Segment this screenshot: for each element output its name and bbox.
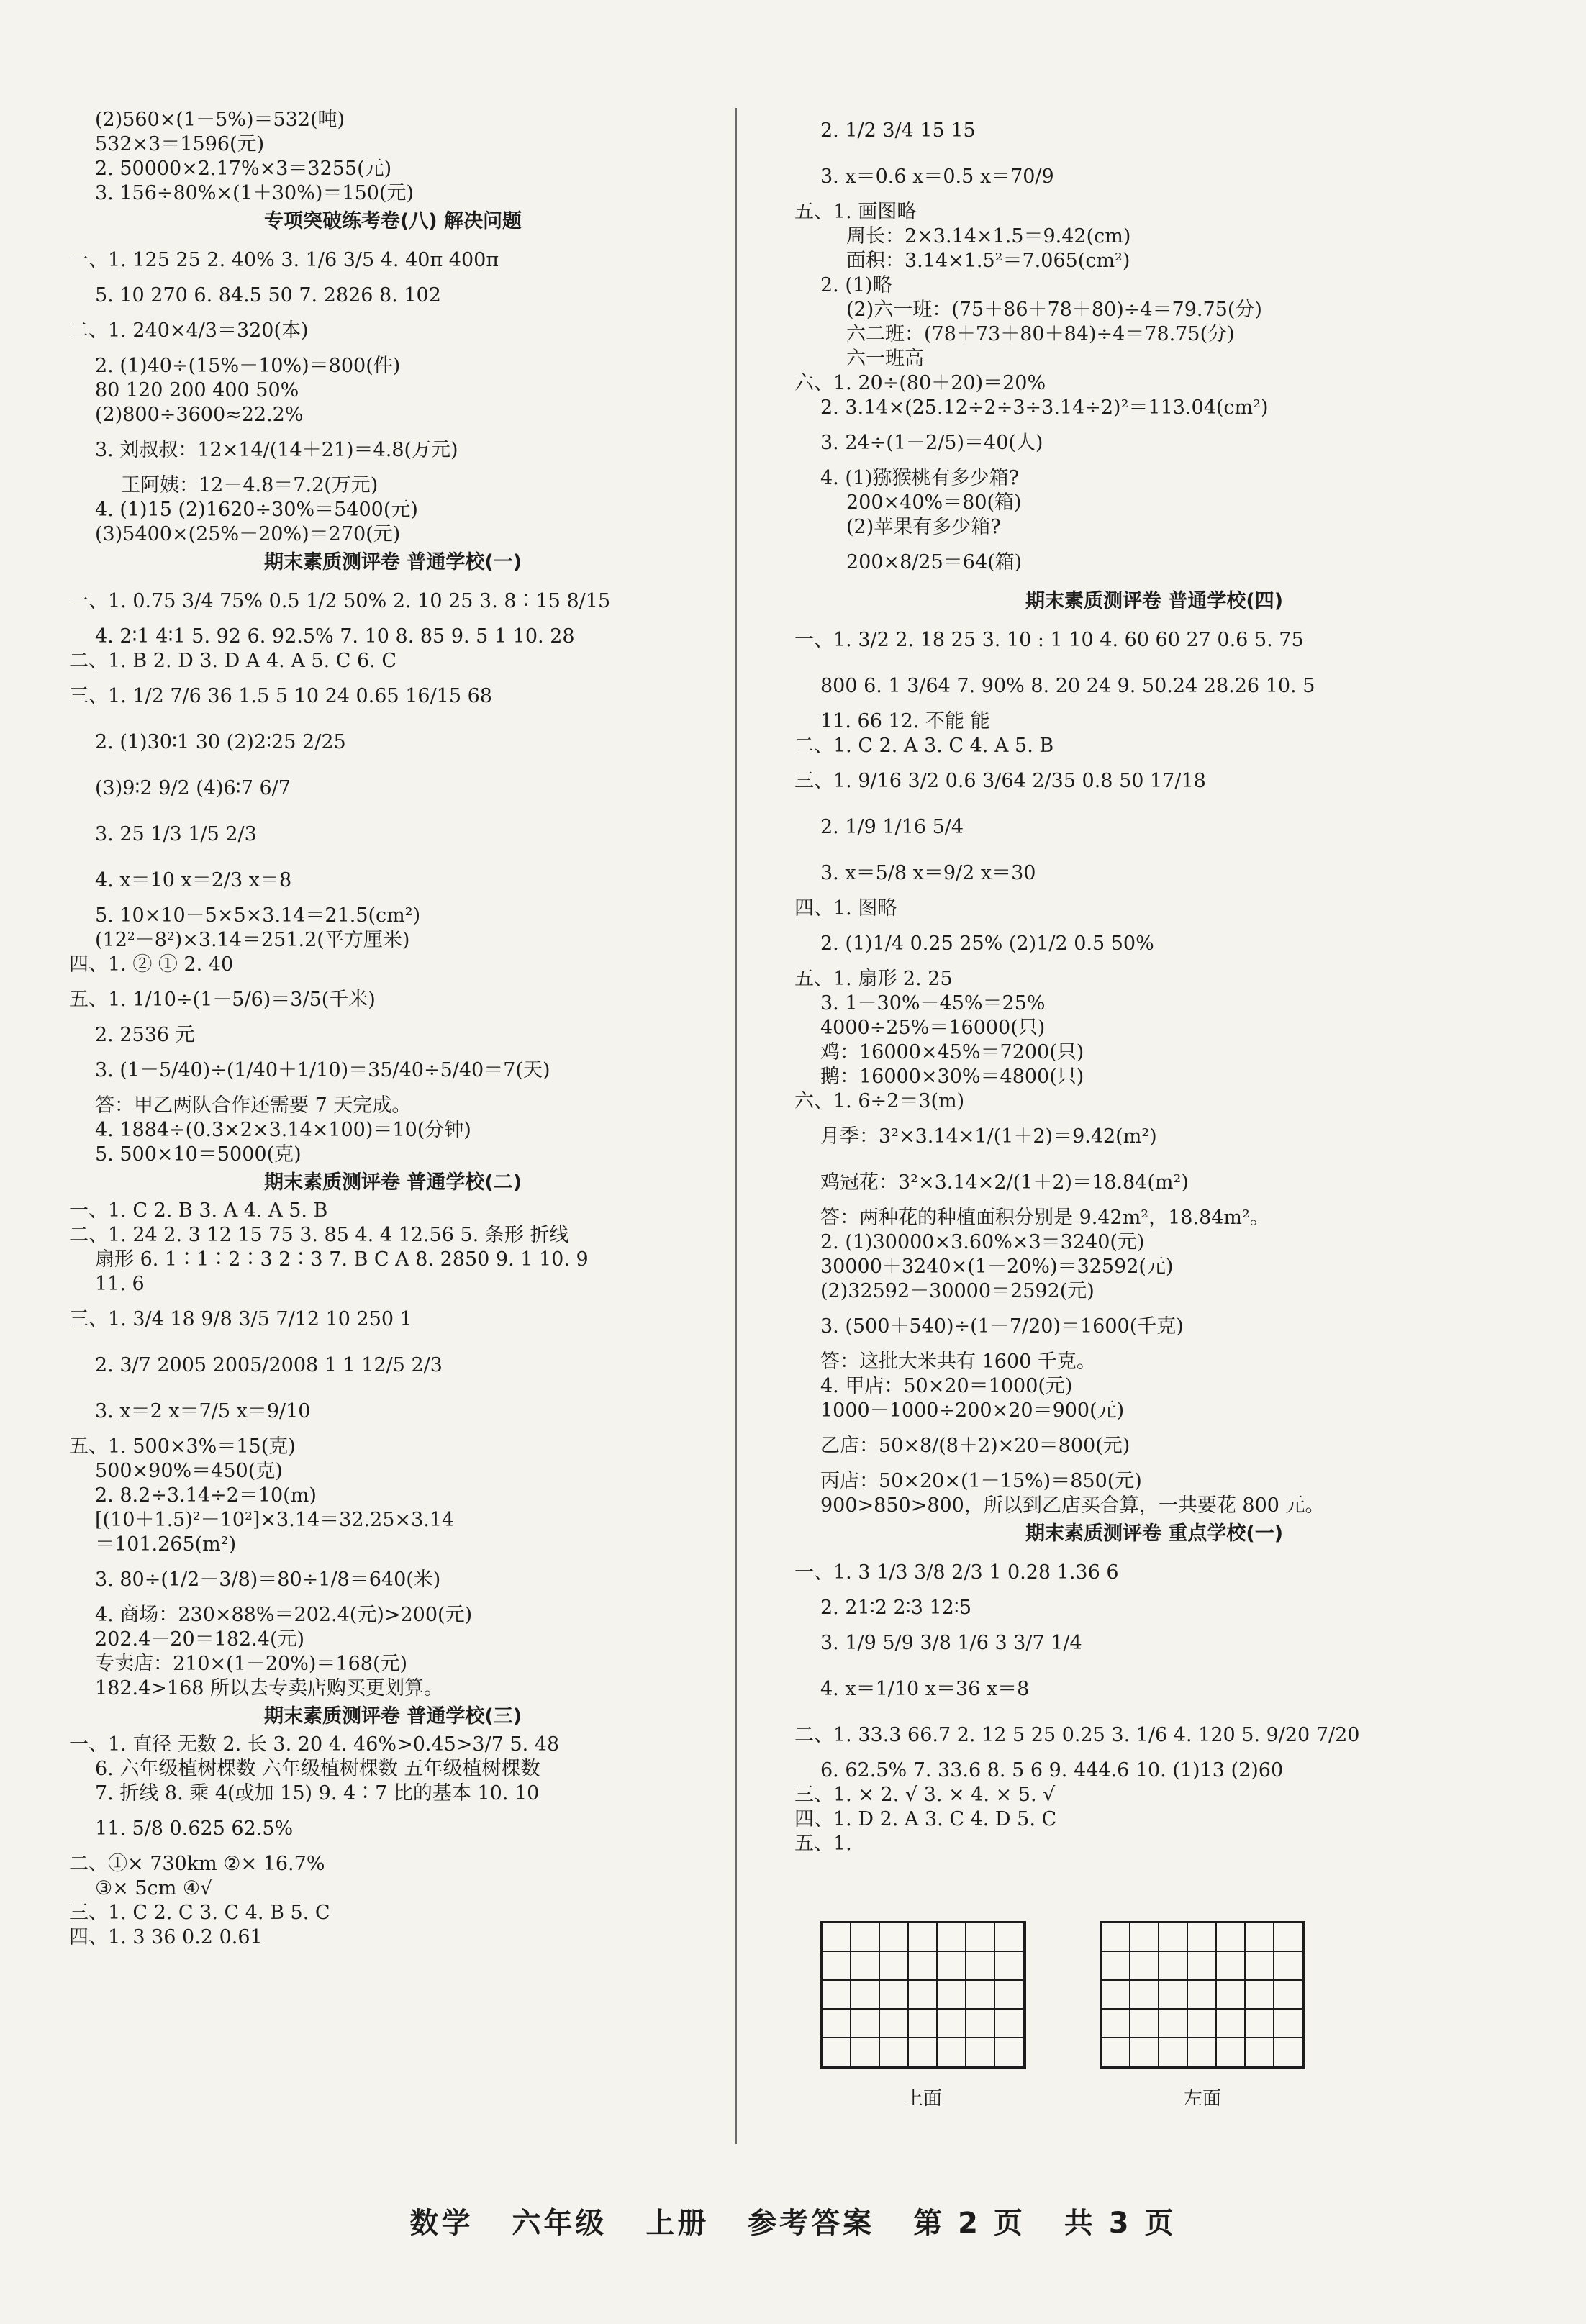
answer-line: 答：这批大米共有 1600 千克。 bbox=[820, 1351, 1096, 1373]
answer-line: 五、1. 扇形 2. 25 bbox=[794, 968, 953, 990]
grid-cell bbox=[1188, 1923, 1217, 1952]
answer-line: 4. x＝1/10 x＝36 x＝8 bbox=[820, 1678, 1030, 1700]
answer-line: 182.4>168 所以去专卖店购买更划算。 bbox=[95, 1677, 444, 1699]
left-view-grid bbox=[1100, 1921, 1305, 2069]
answer-line: 3. 24÷(1－2/5)＝40(人) bbox=[820, 432, 1043, 454]
answer-line: 6. 六年级植树棵数 六年级植树棵数 五年级植树棵数 bbox=[95, 1758, 540, 1780]
grid-cell bbox=[1274, 2010, 1303, 2038]
answer-line: 四、1. D 2. A 3. C 4. D 5. C bbox=[794, 1808, 1057, 1830]
answer-line: 鹅：16000×30%＝4800(只) bbox=[820, 1066, 1084, 1088]
answer-line: 答：两种花的种植面积分别是 9.42m²，18.84m²。 bbox=[820, 1207, 1269, 1229]
grid-cell bbox=[1130, 2038, 1159, 2067]
grid-cell bbox=[1246, 1981, 1274, 2010]
answer-line: (2)800÷3600≈22.2% bbox=[95, 404, 304, 426]
answer-line: (2)560×(1－5%)＝532(吨) bbox=[95, 109, 345, 131]
grid-cell bbox=[851, 1981, 880, 2010]
answer-line: 四、1. 图略 bbox=[794, 897, 897, 920]
answer-line: 4. x＝10 x＝2/3 x＝8 bbox=[95, 869, 292, 891]
answer-line: 一、1. C 2. B 3. A 4. A 5. B bbox=[69, 1199, 328, 1222]
answer-line: 4. (1)15 (2)1620÷30%＝5400(元) bbox=[95, 499, 418, 521]
answer-line: 3. (500＋540)÷(1－7/20)＝1600(千克) bbox=[820, 1315, 1184, 1338]
grid-cell bbox=[909, 1981, 938, 2010]
answer-line: [(10＋1.5)²－10²]×3.14＝32.25×3.14 bbox=[95, 1509, 455, 1531]
grid-cell bbox=[966, 2038, 995, 2067]
left-view-caption: 左面 bbox=[1183, 2088, 1221, 2110]
answer-line: 2. 3.14×(25.12÷2÷3÷3.14÷2)²＝113.04(cm²) bbox=[820, 396, 1269, 419]
grid-cell bbox=[1102, 2010, 1130, 2038]
answer-line: (2)32592－30000＝2592(元) bbox=[820, 1280, 1095, 1302]
grid-cell bbox=[1102, 2038, 1130, 2067]
answer-line: 三、1. 3/4 18 9/8 3/5 7/12 10 250 1 bbox=[69, 1308, 412, 1330]
answer-line: 80 120 200 400 50% bbox=[95, 379, 299, 401]
answer-line: 鸡冠花：3²×3.14×2/(1＋2)＝18.84(m²) bbox=[820, 1171, 1189, 1194]
answer-line: 五、1. 500×3%＝15(克) bbox=[69, 1435, 296, 1458]
answer-line: 三、1. × 2. √ 3. × 4. × 5. √ bbox=[794, 1784, 1056, 1806]
section-heading: 专项突破练考卷(八) 解决问题 bbox=[263, 210, 522, 232]
answer-line: 二、1. 240×4/3＝320(本) bbox=[69, 319, 309, 342]
answer-line: 二、①× 730km ②× 16.7% bbox=[69, 1853, 325, 1875]
grid-cell bbox=[823, 2038, 851, 2067]
grid-cell bbox=[1159, 1952, 1188, 1981]
grid-cell bbox=[1246, 1952, 1274, 1981]
answer-line: 2. (1)40÷(15%－10%)＝800(件) bbox=[95, 355, 401, 377]
grid-cell bbox=[1130, 1923, 1159, 1952]
answer-line: ③× 5cm ④√ bbox=[95, 1877, 213, 1899]
grid-cell bbox=[880, 1952, 909, 1981]
answer-line: 4. 甲店：50×20＝1000(元) bbox=[820, 1375, 1073, 1397]
grid-cell bbox=[1217, 1981, 1246, 2010]
footer-page: 第 2 页 bbox=[913, 2207, 1025, 2240]
answer-line: 一、1. 3/2 2. 18 25 3. 10 : 1 10 4. 60 60 27 0.6 5. 75 bbox=[794, 629, 1304, 651]
grid-cell bbox=[851, 2010, 880, 2038]
right-column bbox=[794, 108, 1514, 1856]
grid-cell bbox=[1130, 2010, 1159, 2038]
answer-line: 六、1. 20÷(80＋20)＝20% bbox=[794, 372, 1046, 394]
grid-cell bbox=[1130, 1981, 1159, 2010]
answer-line: 4. 商场：230×88%＝202.4(元)>200(元) bbox=[95, 1604, 473, 1626]
answer-line: (3)9∶2 9/2 (4)6∶7 6/7 bbox=[95, 777, 291, 799]
grid-cell bbox=[1246, 1923, 1274, 1952]
answer-line: 11. 66 12. 不能 能 bbox=[820, 710, 990, 732]
answer-line: 3. 1/9 5/9 3/8 1/6 3 3/7 1/4 bbox=[820, 1632, 1082, 1654]
section-heading: 期末素质测评卷 重点学校(一) bbox=[1025, 1522, 1284, 1545]
grid-cell bbox=[995, 2010, 1024, 2038]
answer-line: 六一班高 bbox=[846, 348, 924, 370]
grid-cell bbox=[1159, 1923, 1188, 1952]
answer-line: 二、1. C 2. A 3. C 4. A 5. B bbox=[794, 735, 1054, 757]
left-column bbox=[69, 108, 717, 1950]
answer-line: 四、1. ② ① 2. 40 bbox=[69, 953, 234, 976]
grid-cell bbox=[995, 1981, 1024, 2010]
grid-cell bbox=[1188, 1952, 1217, 1981]
grid-cell bbox=[1274, 1952, 1303, 1981]
answer-line: 4. (1)猕猴桃有多少箱? bbox=[820, 467, 1020, 489]
grid-cell bbox=[909, 2038, 938, 2067]
grid-cell bbox=[1159, 2038, 1188, 2067]
footer-volume: 上册 bbox=[645, 2207, 710, 2240]
footer-subject: 数学 bbox=[409, 2207, 473, 2240]
grid-cell bbox=[966, 1981, 995, 2010]
grid-cell bbox=[823, 1981, 851, 2010]
footer-grade: 六年级 bbox=[512, 2207, 607, 2240]
grid-cell bbox=[1102, 1981, 1130, 2010]
answer-line: 五、1. 1/10÷(1－5/6)＝3/5(千米) bbox=[69, 989, 376, 1011]
section-heading: 期末素质测评卷 普通学校(四) bbox=[1025, 590, 1284, 612]
section-heading: 期末素质测评卷 普通学校(三) bbox=[263, 1705, 522, 1728]
grid-cell bbox=[1217, 2010, 1246, 2038]
grid-cell bbox=[1274, 2038, 1303, 2067]
answer-line: 三、1. 9/16 3/2 0.6 3/64 2/35 0.8 50 17/18 bbox=[794, 770, 1206, 792]
grid-cell bbox=[1102, 1952, 1130, 1981]
answer-line: 答：甲乙两队合作还需要 7 天完成。 bbox=[95, 1094, 412, 1117]
answer-line: ＝101.265(m²) bbox=[95, 1533, 237, 1556]
answer-line: 四、1. 3 36 0.2 0.61 bbox=[69, 1926, 263, 1948]
answer-line: (2)六一班：(75＋86＋78＋80)÷4＝79.75(分) bbox=[846, 299, 1262, 321]
answer-line: 3. 25 1/3 1/5 2/3 bbox=[95, 823, 257, 845]
grid-cell bbox=[823, 2010, 851, 2038]
grid-cell bbox=[880, 1923, 909, 1952]
answer-line: 2. 50000×2.17%×3＝3255(元) bbox=[95, 158, 392, 180]
answer-line: 三、1. C 2. C 3. C 4. B 5. C bbox=[69, 1902, 330, 1924]
grid-cell bbox=[938, 2010, 966, 2038]
answer-line: 11. 5/8 0.625 62.5% bbox=[95, 1817, 294, 1840]
answer-line: 2. 8.2÷3.14÷2＝10(m) bbox=[95, 1484, 317, 1507]
answer-line: 4. 2∶1 4∶1 5. 92 6. 92.5% 7. 10 8. 85 9. 5 1 10. 28 bbox=[95, 625, 575, 648]
answer-line: 3. (1－5/40)÷(1/40＋1/10)＝35/40÷5/40＝7(天) bbox=[95, 1059, 550, 1081]
answer-line: 五、1. bbox=[794, 1833, 852, 1855]
answer-line: 200×40%＝80(箱) bbox=[846, 491, 1022, 514]
grid-cell bbox=[1188, 1981, 1217, 2010]
answer-line: 一、1. 3 1/3 3/8 2/3 1 0.28 1.36 6 bbox=[794, 1561, 1119, 1584]
grid-cell bbox=[966, 2010, 995, 2038]
answer-line: 4000÷25%＝16000(只) bbox=[820, 1017, 1046, 1039]
grid-cell bbox=[1188, 2038, 1217, 2067]
answer-line: 三、1. 1/2 7/6 36 1.5 5 10 24 0.65 16/15 68 bbox=[69, 685, 492, 707]
page-footer bbox=[0, 2200, 1586, 2241]
grid-cell bbox=[995, 2038, 1024, 2067]
answer-line: 1000－1000÷200×20＝900(元) bbox=[820, 1399, 1125, 1422]
grid-cell bbox=[1274, 1981, 1303, 2010]
top-view-grid bbox=[820, 1921, 1026, 2069]
grid-cell bbox=[1217, 1952, 1246, 1981]
answer-line: 6. 62.5% 7. 33.6 8. 5 6 9. 444.6 10. (1)13 (2)60 bbox=[820, 1759, 1284, 1781]
answer-line: 鸡：16000×45%＝7200(只) bbox=[820, 1041, 1084, 1063]
grid-cell bbox=[1188, 2010, 1217, 2038]
answer-line: 一、1. 125 25 2. 40% 3. 1/6 3/5 4. 40π 400π bbox=[69, 249, 499, 271]
answer-line: 一、1. 直径 无数 2. 长 3. 20 4. 46%>0.45>3/7 5. 48 bbox=[69, 1733, 560, 1756]
answer-line: 202.4－20＝182.4(元) bbox=[95, 1628, 305, 1651]
grid-cell bbox=[966, 1952, 995, 1981]
answer-line: 3. x＝2 x＝7/5 x＝9/10 bbox=[95, 1400, 311, 1422]
grid-cell bbox=[1274, 1923, 1303, 1952]
grid-cell bbox=[1159, 1981, 1188, 2010]
answer-line: 3. x＝5/8 x＝9/2 x＝30 bbox=[820, 862, 1036, 884]
column-divider bbox=[735, 108, 737, 2144]
answer-line: 3. 刘叔叔：12×14/(14＋21)＝4.8(万元) bbox=[95, 439, 458, 461]
answer-line: 二、1. 33.3 66.7 2. 12 5 25 0.25 3. 1/6 4. 120 5. 9/20 7/20 bbox=[794, 1724, 1360, 1746]
answer-line: 3. 1－30%－45%＝25% bbox=[820, 992, 1046, 1015]
answer-line: 2. 1/9 1/16 5/4 bbox=[820, 816, 964, 838]
answer-line: 周长：2×3.14×1.5＝9.42(cm) bbox=[846, 225, 1131, 248]
answer-line: 4. 1884÷(0.3×2×3.14×100)＝10(分钟) bbox=[95, 1119, 471, 1141]
top-view-figure bbox=[820, 1921, 1026, 2110]
answer-line: 六二班：(78＋73＋80＋84)÷4＝78.75(分) bbox=[846, 323, 1235, 345]
grid-cell bbox=[851, 1923, 880, 1952]
answer-line: 一、1. 0.75 3/4 75% 0.5 1/2 50% 2. 10 25 3. 8∶15 8/15 bbox=[69, 590, 611, 612]
answer-line: 2. (1)略 bbox=[820, 274, 892, 296]
answer-line: 乙店：50×8/(8＋2)×20＝800(元) bbox=[820, 1435, 1130, 1457]
answer-line: 7. 折线 8. 乘 4(或加 15) 9. 4∶7 比的基本 10. 10 bbox=[95, 1782, 540, 1805]
answer-line: 5. 10×10－5×5×3.14＝21.5(cm²) bbox=[95, 904, 421, 927]
grid-cell bbox=[880, 2010, 909, 2038]
top-view-caption: 上面 bbox=[904, 2088, 942, 2110]
answer-line: 532×3＝1596(元) bbox=[95, 133, 265, 155]
section-heading: 期末素质测评卷 普通学校(二) bbox=[263, 1171, 522, 1194]
answer-line: 30000＋3240×(1－20%)＝32592(元) bbox=[820, 1256, 1174, 1278]
answer-line: 2. 1/2 3/4 15 15 bbox=[820, 119, 976, 142]
grid-cell bbox=[938, 1923, 966, 1952]
answer-line: 专卖店：210×(1－20%)＝168(元) bbox=[95, 1653, 408, 1675]
grid-cell bbox=[995, 1923, 1024, 1952]
grid-cell bbox=[880, 1981, 909, 2010]
grid-cell bbox=[938, 1981, 966, 2010]
answer-line: 面积：3.14×1.5²＝7.065(cm²) bbox=[846, 250, 1130, 272]
answer-line: 800 6. 1 3/64 7. 90% 8. 20 24 9. 50.24 28.26 10. 5 bbox=[820, 675, 1315, 697]
answer-line: 2. 2536 元 bbox=[95, 1024, 195, 1046]
answer-line: 扇形 6. 1∶1∶2∶3 2∶3 7. B C A 8. 2850 9. 1 10. 9 bbox=[95, 1248, 589, 1271]
answer-line: 3. 80÷(1/2－3/8)＝80÷1/8＝640(米) bbox=[95, 1569, 441, 1591]
grid-cell bbox=[1246, 2038, 1274, 2067]
answer-line: 5. 500×10＝5000(克) bbox=[95, 1143, 302, 1166]
answer-line: 丙店：50×20×(1－15%)＝850(元) bbox=[820, 1470, 1142, 1492]
grid-cell bbox=[823, 1952, 851, 1981]
answer-line: (2)苹果有多少箱? bbox=[846, 516, 1001, 538]
grid-cell bbox=[909, 2010, 938, 2038]
answer-line: (3)5400×(25%－20%)＝270(元) bbox=[95, 523, 401, 545]
answer-line: 200×8/25＝64(箱) bbox=[846, 551, 1023, 573]
grid-cell bbox=[966, 1923, 995, 1952]
grid-cell bbox=[1217, 1923, 1246, 1952]
footer-kind: 参考答案 bbox=[748, 2207, 875, 2240]
section-heading: 期末素质测评卷 普通学校(一) bbox=[263, 551, 522, 573]
answer-line: 2. (1)1/4 0.25 25% (2)1/2 0.5 50% bbox=[820, 932, 1154, 955]
answer-line: 二、1. B 2. D 3. D A 4. A 5. C 6. C bbox=[69, 650, 397, 672]
answer-line: (12²－8²)×3.14＝251.2(平方厘米) bbox=[95, 929, 410, 951]
answer-line: 3. 156÷80%×(1＋30%)＝150(元) bbox=[95, 182, 414, 204]
left-view-figure bbox=[1100, 1921, 1305, 2110]
answer-line: 王阿姨：12－4.8＝7.2(万元) bbox=[121, 474, 379, 496]
grid-cell bbox=[1102, 1923, 1130, 1952]
answer-line: 3. x＝0.6 x＝0.5 x＝70/9 bbox=[820, 165, 1054, 188]
answer-line: 五、1. 画图略 bbox=[794, 201, 917, 223]
footer-total: 共 3 页 bbox=[1064, 2207, 1177, 2240]
answer-line: 5. 10 270 6. 84.5 50 7. 2826 8. 102 bbox=[95, 284, 441, 307]
grid-cell bbox=[823, 1923, 851, 1952]
answer-line: 六、1. 6÷2＝3(m) bbox=[794, 1090, 965, 1112]
answer-line: 11. 6 bbox=[95, 1273, 145, 1295]
grid-cell bbox=[1246, 2010, 1274, 2038]
grid-cell bbox=[938, 1952, 966, 1981]
grid-cell bbox=[1159, 2010, 1188, 2038]
answer-line: 900>850>800，所以到乙店买合算，一共要花 800 元。 bbox=[820, 1494, 1325, 1517]
answer-line: 月季：3²×3.14×1/(1＋2)＝9.42(m²) bbox=[820, 1125, 1157, 1148]
grid-cell bbox=[909, 1952, 938, 1981]
grid-cell bbox=[909, 1923, 938, 1952]
grid-cell bbox=[938, 2038, 966, 2067]
answer-line: 2. 21∶2 2∶3 12∶5 bbox=[820, 1597, 972, 1619]
grid-cell bbox=[1217, 2038, 1246, 2067]
grid-cell bbox=[995, 1952, 1024, 1981]
answer-line: 2. (1)30000×3.60%×3＝3240(元) bbox=[820, 1231, 1145, 1253]
grid-cell bbox=[851, 1952, 880, 1981]
grid-cell bbox=[880, 2038, 909, 2067]
answer-line: 500×90%＝450(克) bbox=[95, 1460, 283, 1482]
answer-line: 二、1. 24 2. 3 12 15 75 3. 85 4. 4 12.56 5. 条形 折线 bbox=[69, 1224, 569, 1246]
answer-line: 2. 3/7 2005 2005/2008 1 1 12/5 2/3 bbox=[95, 1354, 443, 1376]
grid-cell bbox=[851, 2038, 880, 2067]
grid-cell bbox=[1130, 1952, 1159, 1981]
answer-line: 2. (1)30∶1 30 (2)2∶25 2/25 bbox=[95, 731, 346, 753]
